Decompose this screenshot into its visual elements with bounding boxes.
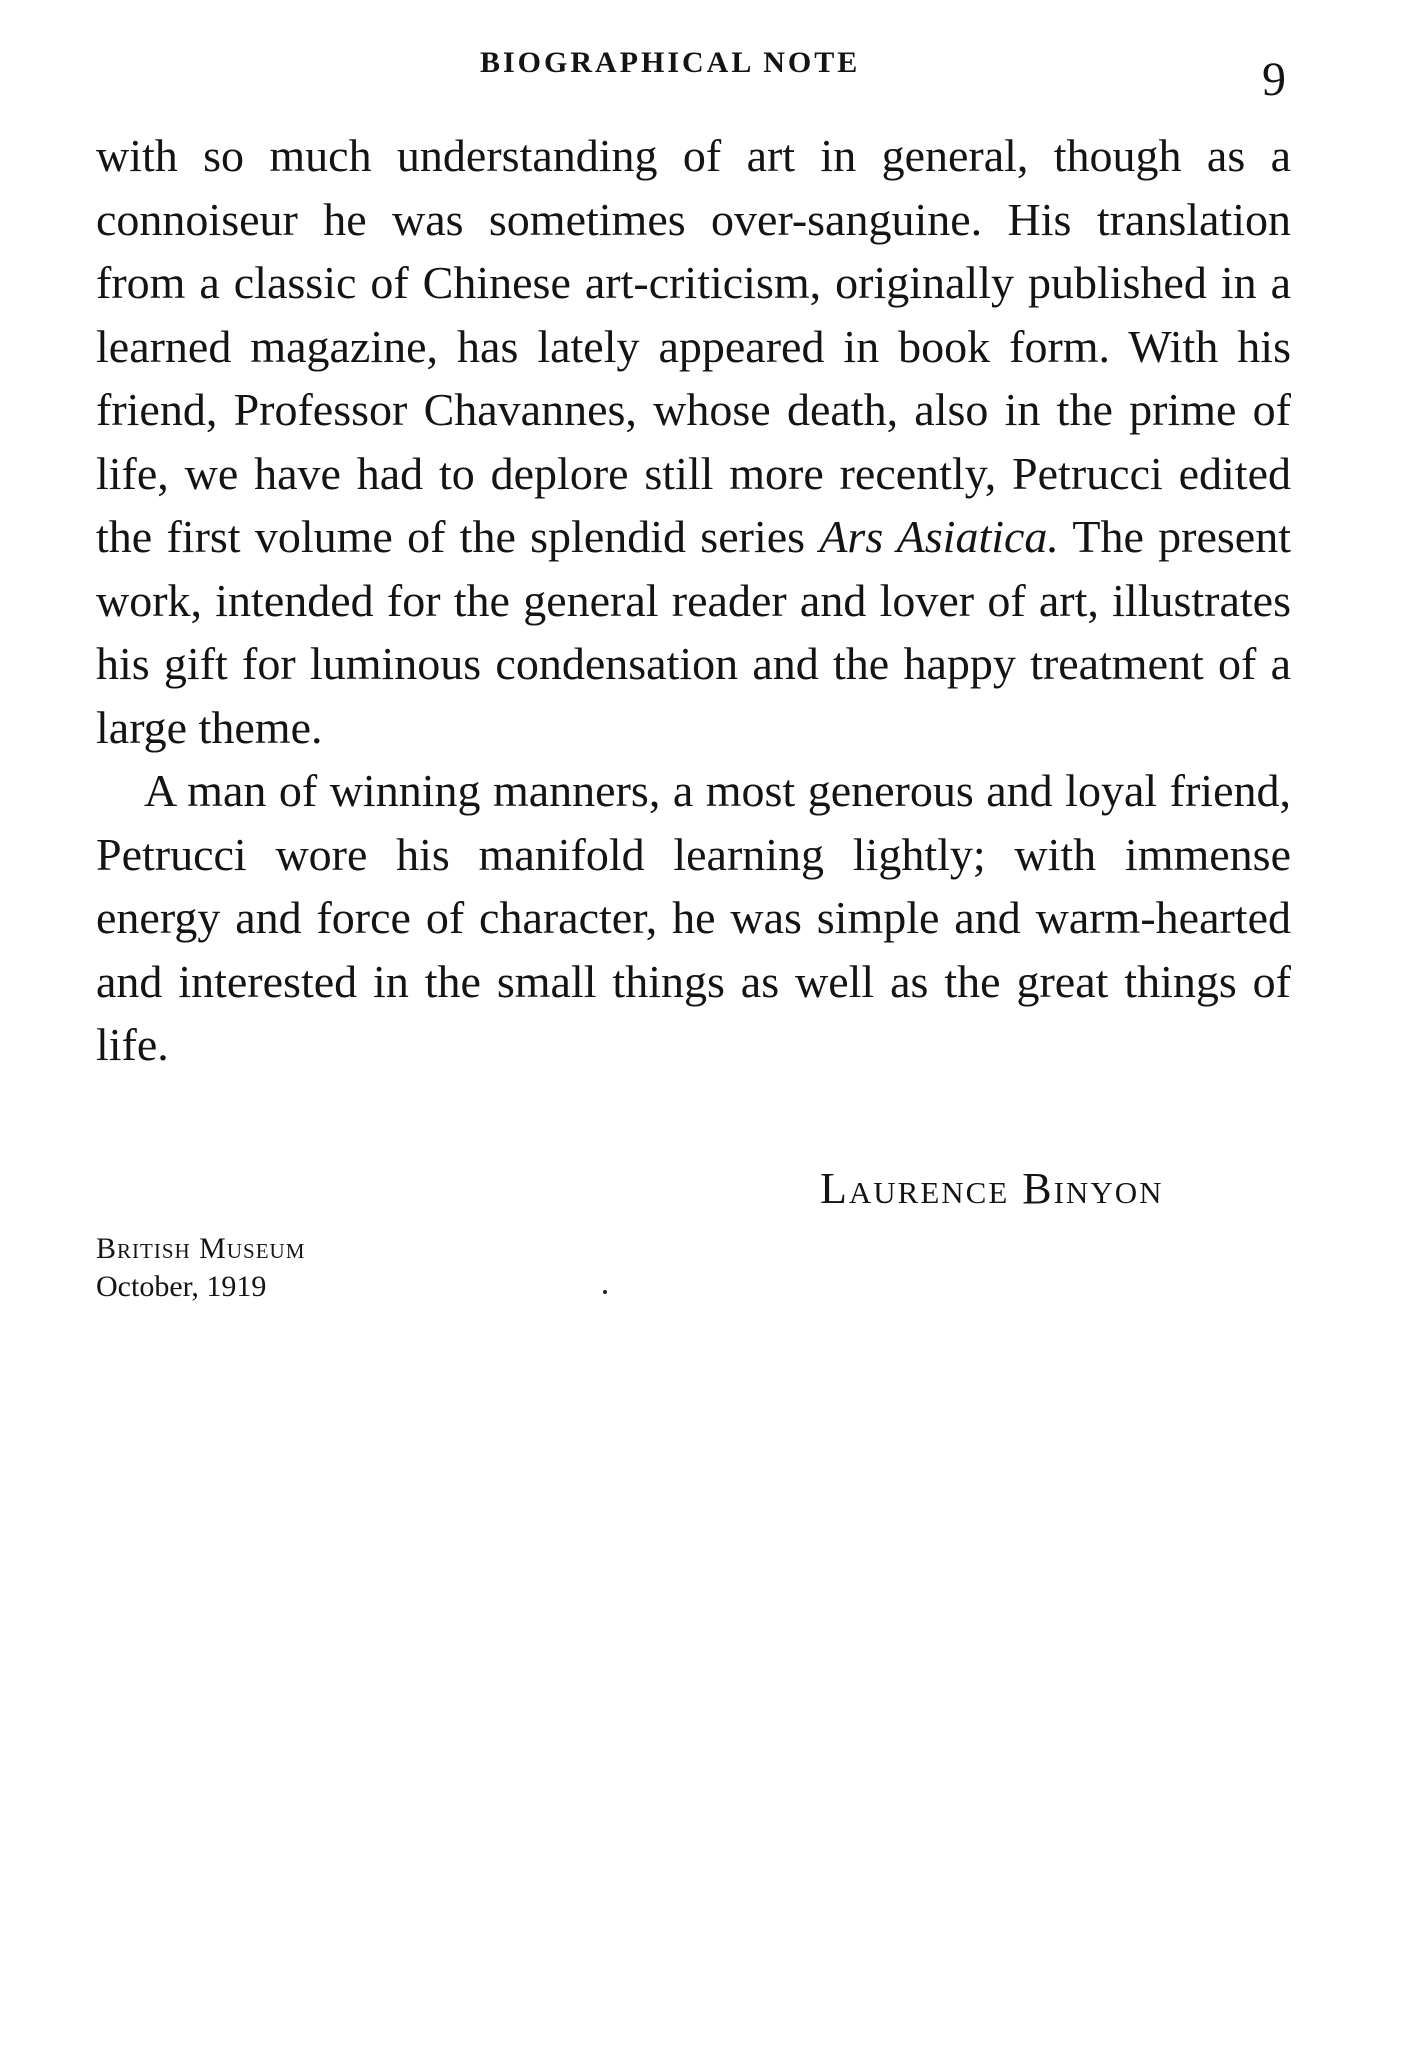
paragraph-2: A man of winning manners, a most generous and loyal friend, Petrucci wore his manifold learning lightly; with immense energy and force of character, he was simple and warm-hearted and interested in the small things as well as the great things of life. <box>96 765 1291 1070</box>
series-title: Ars Asiatica. <box>819 511 1059 562</box>
dateline <box>96 1230 305 1306</box>
paragraph-1-text-a: with so much understanding of art in general, though as a connoiseur he was sometimes over-sanguine. His translation from a classic of Chinese art-criticism, originally published in a learned magazine, has lately appeared in book form. With his friend, Professor Chavannes, whose death, also in the prime of life, we have had to deplore still more recently, Petrucci edited the first volume of the splendid series <box>96 130 1291 562</box>
body-text <box>96 124 1291 1077</box>
paragraph-1-text-b: The present work, intended for the general reader and lover of art, illustrates his gift for luminous condensation and the happy treatment of a large theme. <box>96 511 1292 753</box>
ink-speck <box>603 1290 607 1294</box>
paragraph-1 <box>96 124 1291 759</box>
dateline-date: October, 1919 <box>96 1270 267 1303</box>
running-head: BIOGRAPHICAL NOTE <box>480 46 861 79</box>
page-number: 9 <box>1262 53 1286 106</box>
dateline-place: British Museum <box>96 1232 306 1265</box>
author-signature: Laurence Binyon <box>820 1164 1164 1213</box>
